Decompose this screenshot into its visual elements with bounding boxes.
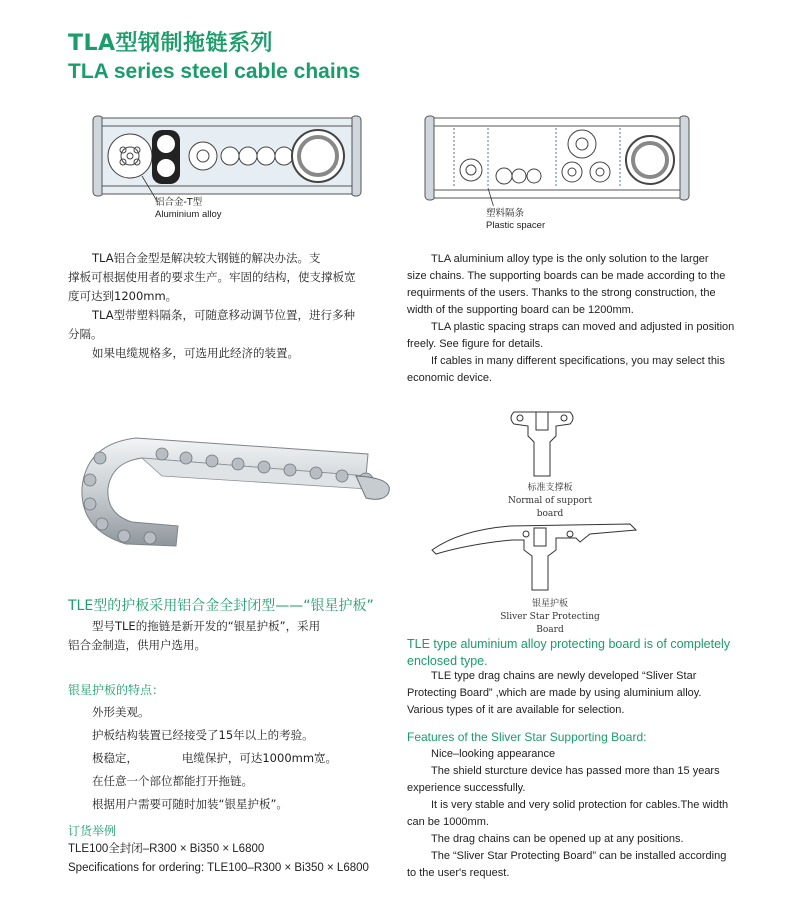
tla-en-l2: size chains. The supporting boards can be made according to the <box>407 270 726 282</box>
tle-description-en <box>407 668 737 719</box>
tla-description-cn <box>68 249 388 363</box>
aluminium-alloy-label <box>155 197 222 221</box>
tle-en-feature-3a: It is very stable and very solid protection for cables.The width <box>431 799 729 811</box>
tle-en-p1-c: Various types of it are available for selection. <box>407 704 625 716</box>
tle-cn-feature-3: 极稳定， 电缆保护，可达1000mm宽。 <box>92 751 338 765</box>
tla-en-l1: TLA aluminium alloy type is the only solution to the larger <box>431 253 709 265</box>
tla-cn-p1-b: 撑板可根据使用者的要求生产。牢固的结构，使支撑板宽 <box>68 270 356 284</box>
tle-features-en <box>407 746 737 882</box>
tla-en-l3: requirments of the users. Thanks to the strong construction, the <box>407 287 716 299</box>
tle-cn-p1-b: 铝合金制造，供用户选用。 <box>68 638 206 652</box>
tle-cn-feature-5: 根据用户需要可随时加装“银星护板”。 <box>92 797 288 811</box>
silver-star-board-drawing <box>430 520 640 594</box>
normal-support-board-drawing <box>508 406 578 482</box>
tle-heading-cn: TLE型的护板采用铝合金全封闭型——“银星护板” <box>68 598 374 614</box>
tla-cn-p2-b: 分隔。 <box>68 327 103 341</box>
tle-en-p1-a: TLE type drag chains are newly developed “Sliver Star <box>431 670 697 682</box>
tla-en-l8: economic device. <box>407 372 492 384</box>
page-title-en: TLA series steel cable chains <box>68 60 361 83</box>
plastic-spacer-label-en: Plastic spacer <box>486 220 546 231</box>
aluminium-alloy-label-cn: 铝合金-T型 <box>155 197 203 208</box>
tle-description-cn <box>68 617 388 655</box>
silver-board-caption <box>490 598 610 637</box>
plastic-spacer-label <box>486 208 545 232</box>
silver-board-label-cn: 银星护板 <box>531 599 568 609</box>
tle-en-feature-2a: The shield sturcture device has passed more than 15 years <box>431 765 720 777</box>
tle-en-feature-3b: can be 1000mm. <box>407 816 489 828</box>
tle-heading-en-1: TLE type aluminium alloy protecting board is of completely <box>407 637 731 651</box>
tla-cn-p2-a: TLA型带塑料隔条，可随意移动调节位置，进行多种 <box>92 308 356 322</box>
order-examples <box>68 840 369 878</box>
tla-en-l5: TLA plastic spacing straps can moved and adjusted in position <box>431 321 735 333</box>
tle-heading-en <box>407 636 747 670</box>
tle-features-cn <box>92 701 392 816</box>
tle-cn-feature-4: 在任意一个部位都能打开拖链。 <box>92 774 253 788</box>
order-example-cn: TLE100全封闭–R300 × Bi350 × L6800 <box>68 843 265 855</box>
tle-cn-feature-2: 护板结构装置已经接受了15年以上的考验。 <box>92 728 314 742</box>
tle-en-feature-1: Nice–looking appearance <box>431 748 556 760</box>
silver-board-label-en: Sliver Star Protecting Board <box>500 612 600 635</box>
tle-heading-en-2: enclosed type. <box>407 654 488 668</box>
tle-en-feature-5a: The “Sliver Star Protecting Board” can be installed according <box>431 850 727 862</box>
tle-cn-feature-1: 外形美观。 <box>92 705 150 719</box>
tle-en-feature-4: The drag chains can be opened up at any positions. <box>431 833 684 845</box>
tla-en-l4: width of the supporting board can be 1200mm. <box>407 304 634 316</box>
tla-cn-p3: 如果电缆规格多，可选用此经济的装置。 <box>92 346 299 360</box>
aluminium-alloy-diagram <box>92 110 362 202</box>
tle-en-p1-b: Protecting Board” ,which are made by using aluminium alloy. <box>407 687 702 699</box>
aluminium-alloy-label-en: Aluminium alloy <box>155 209 222 220</box>
drag-chain-photo <box>66 418 396 560</box>
tla-en-l7: If cables in many different specifications, you may select this <box>431 355 725 367</box>
tle-en-feature-2b: experience successfully. <box>407 782 526 794</box>
tle-en-feature-5b: to the user's request. <box>407 867 510 879</box>
tla-cn-p1-c: 度可达到1200mm。 <box>68 289 178 303</box>
tle-features-heading-cn: 银星护板的特点： <box>68 683 165 697</box>
tla-en-l6: freely. See figure for details. <box>407 338 544 350</box>
normal-board-caption <box>500 482 600 521</box>
plastic-spacer-label-cn: 塑料隔条 <box>486 208 525 219</box>
order-heading-cn: 订货举例 <box>68 824 117 838</box>
normal-board-label-cn: 标准支撑板 <box>527 483 573 493</box>
order-example-en: Specifications for ordering: TLE100–R300 × Bi350 × L6800 <box>68 862 369 874</box>
plastic-spacer-diagram <box>424 110 690 206</box>
tla-description-en <box>407 251 737 387</box>
normal-board-label-en: Normal of support board <box>507 496 593 519</box>
tla-cn-p1-a: TLA铝合金型是解决较大钢链的解决办法。支 <box>92 251 321 265</box>
tle-cn-p1-a: 型号TLE的拖链是新开发的“银星护板”，采用 <box>92 619 321 633</box>
page-title-cn: TLA型钢制拖链系列 <box>68 31 274 56</box>
tle-features-heading-en: Features of the Sliver Star Supporting Board: <box>407 730 647 744</box>
